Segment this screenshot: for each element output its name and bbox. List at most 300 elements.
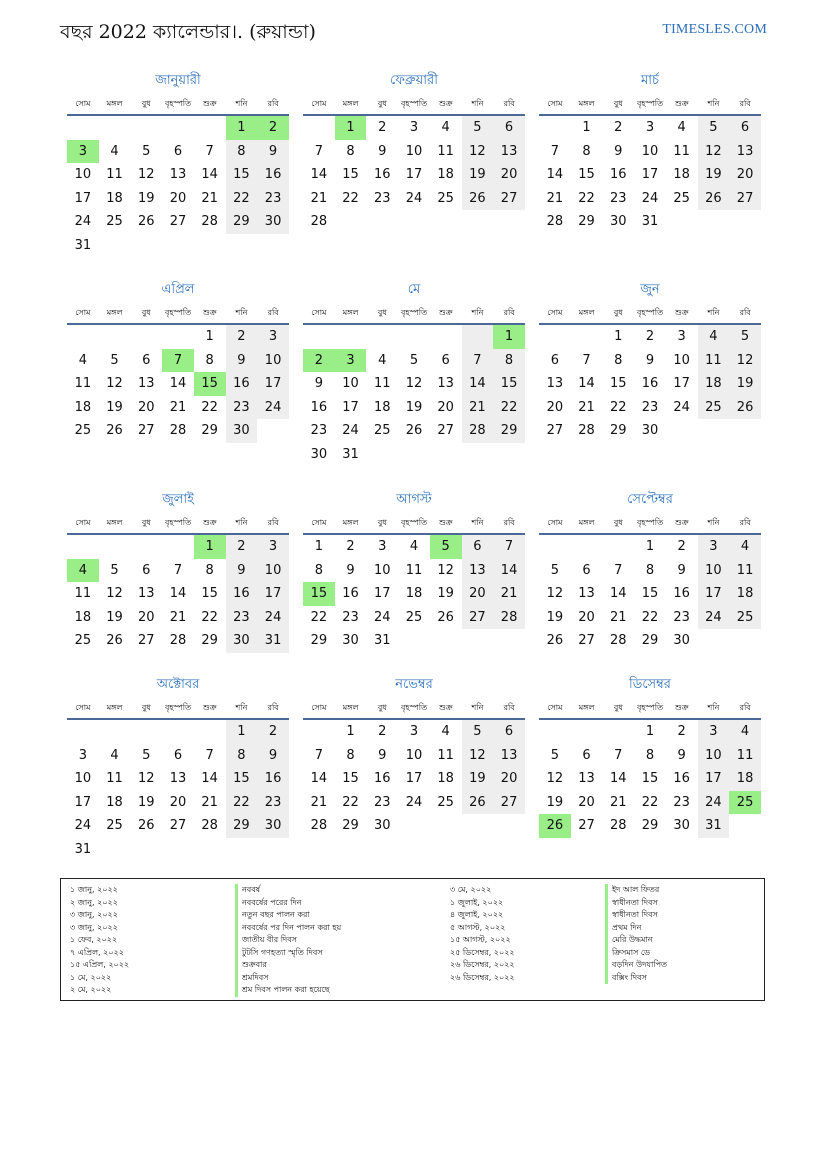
day-cell[interactable]: 16 — [373, 167, 391, 182]
day-cell[interactable]: 6 — [441, 352, 450, 368]
day-cell[interactable]: 23 — [373, 794, 391, 810]
day-cell[interactable]: 5 — [698, 116, 730, 140]
day-cell[interactable]: 31 — [342, 446, 359, 462]
day-cell[interactable]: 24 — [257, 606, 289, 630]
day-cell[interactable]: 16 — [373, 771, 391, 786]
day-cell[interactable]: 5 — [462, 720, 494, 744]
day-cell[interactable]: 29 — [310, 633, 328, 648]
day-cell[interactable]: 4 — [441, 120, 450, 135]
day-cell[interactable]: 21 — [546, 190, 564, 206]
day-cell[interactable]: 12 — [137, 771, 155, 786]
day-cell[interactable]: 25 — [729, 791, 761, 815]
day-cell[interactable]: 11 — [373, 376, 391, 391]
day-cell[interactable]: 29 — [578, 214, 595, 229]
day-cell[interactable]: 2 — [378, 724, 387, 739]
day-cell[interactable]: 8 — [346, 143, 355, 159]
day-cell[interactable]: 28 — [310, 818, 328, 833]
day-cell[interactable]: 12 — [437, 562, 454, 578]
day-cell[interactable]: 24 — [342, 423, 359, 438]
day-cell[interactable]: 9 — [677, 562, 686, 578]
day-cell[interactable]: 25 — [106, 214, 123, 229]
day-cell[interactable]: 28 — [169, 633, 187, 648]
day-cell[interactable]: 7 — [582, 352, 591, 368]
day-cell[interactable]: 27 — [493, 187, 525, 211]
day-cell[interactable]: 3 — [645, 120, 655, 135]
day-cell[interactable]: 18 — [729, 582, 761, 606]
day-cell[interactable]: 26 — [137, 818, 155, 833]
day-cell[interactable]: 10 — [405, 747, 423, 763]
day-cell[interactable]: 26 — [405, 423, 423, 438]
day-cell[interactable]: 6 — [493, 720, 525, 744]
day-cell[interactable]: 21 — [493, 582, 525, 606]
day-cell[interactable]: 8 — [614, 352, 623, 368]
day-cell[interactable]: 7 — [314, 747, 323, 763]
day-cell[interactable]: 16 — [641, 376, 659, 391]
day-cell[interactable]: 29 — [493, 419, 525, 443]
day-cell[interactable]: 25 — [106, 818, 123, 833]
day-cell[interactable]: 15 — [641, 586, 659, 601]
day-cell[interactable]: 29 — [342, 818, 359, 833]
day-cell[interactable]: 12 — [106, 376, 123, 391]
day-cell[interactable]: 4 — [441, 724, 450, 739]
day-cell[interactable]: 5 — [409, 352, 419, 368]
day-cell[interactable]: 4 — [698, 325, 730, 349]
day-cell[interactable]: 11 — [405, 562, 423, 578]
day-cell[interactable]: 2 — [226, 325, 258, 349]
day-cell[interactable]: 24 — [641, 190, 659, 206]
day-cell[interactable]: 31 — [373, 633, 391, 648]
day-cell[interactable]: 16 — [257, 767, 289, 791]
day-cell[interactable]: 5 — [550, 562, 559, 578]
day-cell[interactable]: 13 — [169, 771, 187, 786]
day-cell[interactable]: 20 — [437, 399, 454, 415]
day-cell[interactable]: 20 — [169, 190, 187, 206]
day-cell[interactable]: 9 — [226, 559, 258, 583]
day-cell[interactable]: 23 — [609, 190, 627, 206]
day-cell[interactable]: 30 — [673, 818, 690, 833]
day-cell[interactable]: 22 — [201, 609, 218, 625]
day-cell[interactable]: 31 — [74, 237, 92, 253]
day-cell[interactable]: 11 — [698, 349, 730, 373]
day-cell[interactable]: 4 — [67, 559, 99, 583]
day-cell[interactable]: 23 — [373, 190, 391, 206]
day-cell[interactable]: 10 — [257, 559, 289, 583]
day-cell[interactable]: 16 — [226, 582, 258, 606]
day-cell[interactable]: 6 — [582, 747, 591, 763]
day-cell[interactable]: 21 — [169, 399, 187, 415]
day-cell[interactable]: 17 — [342, 399, 359, 415]
day-cell[interactable]: 13 — [578, 771, 595, 786]
day-cell[interactable]: 3 — [257, 535, 289, 559]
day-cell[interactable]: 14 — [609, 586, 627, 601]
day-cell[interactable]: 23 — [226, 396, 258, 420]
day-cell[interactable]: 24 — [673, 399, 690, 415]
day-cell[interactable]: 2 — [226, 535, 258, 559]
day-cell[interactable]: 7 — [462, 349, 494, 373]
day-cell[interactable]: 29 — [609, 423, 627, 438]
day-cell[interactable]: 19 — [437, 586, 454, 601]
day-cell[interactable]: 12 — [137, 167, 155, 182]
day-cell[interactable]: 24 — [698, 791, 730, 815]
day-cell[interactable]: 27 — [169, 214, 187, 229]
day-cell[interactable]: 22 — [609, 399, 627, 415]
day-cell[interactable]: 25 — [673, 190, 690, 206]
day-cell[interactable]: 25 — [437, 794, 454, 810]
day-cell[interactable]: 26 — [137, 214, 155, 229]
day-cell[interactable]: 13 — [729, 140, 761, 164]
day-cell[interactable]: 2 — [645, 329, 655, 344]
day-cell[interactable]: 26 — [106, 633, 123, 648]
day-cell[interactable]: 1 — [645, 724, 655, 739]
day-cell[interactable]: 14 — [310, 771, 328, 786]
day-cell[interactable]: 19 — [546, 794, 564, 810]
day-cell[interactable]: 29 — [226, 814, 258, 838]
day-cell[interactable]: 28 — [546, 214, 564, 229]
day-cell[interactable]: 11 — [437, 143, 454, 159]
day-cell[interactable]: 27 — [137, 633, 155, 648]
day-cell[interactable]: 16 — [342, 586, 359, 601]
day-cell[interactable]: 16 — [673, 771, 690, 786]
day-cell[interactable]: 10 — [74, 167, 92, 182]
day-cell[interactable]: 20 — [462, 582, 494, 606]
day-cell[interactable]: 6 — [142, 352, 151, 368]
day-cell[interactable]: 15 — [226, 163, 258, 187]
day-cell[interactable]: 4 — [729, 720, 761, 744]
day-cell[interactable]: 8 — [205, 352, 214, 368]
day-cell[interactable]: 5 — [142, 143, 151, 159]
day-cell[interactable]: 24 — [74, 818, 92, 833]
day-cell[interactable]: 10 — [342, 376, 359, 391]
day-cell[interactable]: 29 — [641, 633, 659, 648]
day-cell[interactable]: 10 — [698, 744, 730, 768]
day-cell[interactable]: 13 — [578, 586, 595, 601]
day-cell[interactable]: 6 — [462, 535, 494, 559]
day-cell[interactable]: 26 — [539, 814, 571, 838]
day-cell[interactable]: 20 — [169, 794, 187, 810]
day-cell[interactable]: 14 — [310, 167, 328, 182]
day-cell[interactable]: 14 — [493, 559, 525, 583]
day-cell[interactable]: 17 — [698, 767, 730, 791]
day-cell[interactable]: 22 — [201, 399, 218, 415]
day-cell[interactable]: 24 — [373, 609, 391, 625]
day-cell[interactable]: 2 — [614, 120, 623, 135]
day-cell[interactable]: 2 — [677, 539, 686, 554]
day-cell[interactable]: 30 — [257, 814, 289, 838]
day-cell[interactable]: 22 — [342, 794, 359, 810]
day-cell[interactable]: 2 — [257, 720, 289, 744]
day-cell[interactable]: 20 — [493, 767, 525, 791]
day-cell[interactable]: 11 — [729, 744, 761, 768]
day-cell[interactable]: 25 — [729, 606, 761, 630]
day-cell[interactable]: 22 — [226, 791, 258, 815]
day-cell[interactable]: 14 — [546, 167, 564, 182]
day-cell[interactable]: 11 — [106, 771, 123, 786]
day-cell[interactable]: 26 — [462, 187, 494, 211]
day-cell[interactable]: 13 — [462, 559, 494, 583]
day-cell[interactable]: 31 — [74, 841, 92, 857]
day-cell[interactable]: 17 — [405, 167, 423, 182]
day-cell[interactable]: 4 — [110, 143, 119, 159]
day-cell[interactable]: 22 — [342, 190, 359, 206]
day-cell[interactable]: 17 — [257, 582, 289, 606]
day-cell[interactable]: 27 — [462, 606, 494, 630]
day-cell[interactable]: 23 — [641, 399, 659, 415]
day-cell[interactable]: 8 — [346, 747, 355, 763]
day-cell[interactable]: 17 — [698, 582, 730, 606]
day-cell[interactable]: 17 — [641, 167, 659, 182]
day-cell[interactable]: 22 — [310, 609, 328, 625]
day-cell[interactable]: 28 — [609, 818, 627, 833]
day-cell[interactable]: 12 — [546, 586, 564, 601]
day-cell[interactable]: 15 — [493, 372, 525, 396]
day-cell[interactable]: 30 — [342, 633, 359, 648]
day-cell[interactable]: 9 — [645, 352, 655, 368]
day-cell[interactable]: 20 — [137, 609, 155, 625]
day-cell[interactable]: 10 — [405, 143, 423, 159]
day-cell[interactable]: 18 — [729, 767, 761, 791]
day-cell[interactable]: 7 — [162, 349, 194, 373]
day-cell[interactable]: 10 — [698, 559, 730, 583]
day-cell[interactable]: 27 — [137, 423, 155, 438]
day-cell[interactable]: 18 — [405, 586, 423, 601]
day-cell[interactable]: 31 — [257, 629, 289, 653]
day-cell[interactable]: 29 — [201, 423, 218, 438]
day-cell[interactable]: 28 — [310, 214, 328, 229]
day-cell[interactable]: 27 — [437, 423, 454, 438]
day-cell[interactable]: 26 — [546, 633, 564, 648]
day-cell[interactable]: 30 — [373, 818, 391, 833]
day-cell[interactable]: 12 — [405, 376, 423, 391]
day-cell[interactable]: 13 — [493, 744, 525, 768]
day-cell[interactable]: 23 — [310, 423, 328, 438]
day-cell[interactable]: 2 — [303, 349, 335, 373]
day-cell[interactable]: 19 — [405, 399, 423, 415]
day-cell[interactable]: 3 — [67, 140, 99, 164]
day-cell[interactable]: 15 — [201, 586, 218, 601]
day-cell[interactable]: 11 — [437, 747, 454, 763]
day-cell[interactable]: 7 — [173, 562, 183, 578]
day-cell[interactable]: 17 — [405, 771, 423, 786]
day-cell[interactable]: 25 — [373, 423, 391, 438]
day-cell[interactable]: 5 — [110, 562, 119, 578]
day-cell[interactable]: 16 — [310, 399, 328, 415]
day-cell[interactable]: 10 — [673, 352, 690, 368]
day-cell[interactable]: 6 — [550, 352, 559, 368]
day-cell[interactable]: 1 — [582, 120, 591, 135]
day-cell[interactable]: 18 — [437, 167, 454, 182]
day-cell[interactable]: 15 — [641, 771, 659, 786]
day-cell[interactable]: 18 — [437, 771, 454, 786]
day-cell[interactable]: 5 — [462, 116, 494, 140]
day-cell[interactable]: 3 — [335, 349, 367, 373]
day-cell[interactable]: 21 — [578, 399, 595, 415]
day-cell[interactable]: 2 — [346, 539, 355, 554]
day-cell[interactable]: 24 — [74, 214, 92, 229]
day-cell[interactable]: 21 — [462, 396, 494, 420]
day-cell[interactable]: 20 — [137, 399, 155, 415]
day-cell[interactable]: 16 — [226, 372, 258, 396]
day-cell[interactable]: 27 — [169, 818, 187, 833]
day-cell[interactable]: 8 — [493, 349, 525, 373]
day-cell[interactable]: 28 — [462, 419, 494, 443]
day-cell[interactable]: 28 — [201, 214, 218, 229]
day-cell[interactable]: 16 — [673, 586, 690, 601]
day-cell[interactable]: 10 — [74, 771, 92, 786]
day-cell[interactable]: 4 — [729, 535, 761, 559]
day-cell[interactable]: 20 — [578, 609, 595, 625]
day-cell[interactable]: 7 — [205, 143, 214, 159]
day-cell[interactable]: 25 — [74, 423, 92, 438]
day-cell[interactable]: 24 — [405, 794, 423, 810]
day-cell[interactable]: 20 — [729, 163, 761, 187]
day-cell[interactable]: 13 — [493, 140, 525, 164]
day-cell[interactable]: 20 — [546, 399, 564, 415]
day-cell[interactable]: 30 — [226, 629, 258, 653]
day-cell[interactable]: 3 — [409, 120, 419, 135]
day-cell[interactable]: 19 — [462, 163, 494, 187]
day-cell[interactable]: 22 — [641, 609, 659, 625]
day-cell[interactable]: 23 — [342, 609, 359, 625]
day-cell[interactable]: 29 — [226, 210, 258, 234]
day-cell[interactable]: 16 — [257, 163, 289, 187]
day-cell[interactable]: 3 — [378, 539, 387, 554]
day-cell[interactable]: 10 — [257, 349, 289, 373]
day-cell[interactable]: 18 — [106, 190, 123, 206]
day-cell[interactable]: 20 — [578, 794, 595, 810]
day-cell[interactable]: 5 — [430, 535, 462, 559]
day-cell[interactable]: 4 — [78, 352, 87, 368]
day-cell[interactable]: 24 — [405, 190, 423, 206]
day-cell[interactable]: 19 — [698, 163, 730, 187]
day-cell[interactable]: 13 — [546, 376, 564, 391]
day-cell[interactable]: 21 — [169, 609, 187, 625]
day-cell[interactable]: 11 — [729, 559, 761, 583]
day-cell[interactable]: 19 — [106, 399, 123, 415]
day-cell[interactable]: 14 — [462, 372, 494, 396]
day-cell[interactable]: 8 — [314, 562, 323, 578]
day-cell[interactable]: 11 — [74, 586, 92, 601]
day-cell[interactable]: 8 — [645, 562, 655, 578]
day-cell[interactable]: 28 — [201, 818, 218, 833]
day-cell[interactable]: 17 — [257, 372, 289, 396]
day-cell[interactable]: 6 — [493, 116, 525, 140]
day-cell[interactable]: 6 — [173, 747, 183, 763]
day-cell[interactable]: 22 — [641, 794, 659, 810]
day-cell[interactable]: 23 — [673, 794, 690, 810]
day-cell[interactable]: 8 — [226, 140, 258, 164]
day-cell[interactable]: 3 — [257, 325, 289, 349]
day-cell[interactable]: 27 — [493, 791, 525, 815]
day-cell[interactable]: 30 — [257, 210, 289, 234]
day-cell[interactable]: 23 — [257, 791, 289, 815]
day-cell[interactable]: 12 — [462, 140, 494, 164]
day-cell[interactable]: 26 — [462, 791, 494, 815]
day-cell[interactable]: 7 — [550, 143, 559, 159]
day-cell[interactable]: 3 — [698, 535, 730, 559]
day-cell[interactable]: 27 — [729, 187, 761, 211]
day-cell[interactable]: 23 — [257, 187, 289, 211]
day-cell[interactable]: 25 — [698, 396, 730, 420]
day-cell[interactable]: 12 — [546, 771, 564, 786]
day-cell[interactable]: 29 — [641, 818, 659, 833]
day-cell[interactable]: 1 — [335, 116, 367, 140]
day-cell[interactable]: 19 — [546, 609, 564, 625]
day-cell[interactable]: 27 — [578, 818, 595, 833]
day-cell[interactable]: 14 — [169, 376, 187, 391]
day-cell[interactable]: 21 — [310, 794, 328, 810]
day-cell[interactable]: 19 — [137, 794, 155, 810]
day-cell[interactable]: 19 — [729, 372, 761, 396]
day-cell[interactable]: 8 — [645, 747, 655, 763]
day-cell[interactable]: 4 — [378, 352, 387, 368]
day-cell[interactable]: 21 — [310, 190, 328, 206]
day-cell[interactable]: 9 — [226, 349, 258, 373]
day-cell[interactable]: 6 — [729, 116, 761, 140]
day-cell[interactable]: 29 — [201, 633, 218, 648]
day-cell[interactable]: 20 — [493, 163, 525, 187]
day-cell[interactable]: 21 — [201, 794, 218, 810]
day-cell[interactable]: 9 — [614, 143, 623, 159]
day-cell[interactable]: 5 — [110, 352, 119, 368]
day-cell[interactable]: 21 — [609, 794, 627, 810]
day-cell[interactable]: 8 — [205, 562, 214, 578]
day-cell[interactable]: 13 — [137, 376, 155, 391]
day-cell[interactable]: 18 — [373, 399, 391, 415]
day-cell[interactable]: 22 — [226, 187, 258, 211]
day-cell[interactable]: 26 — [106, 423, 123, 438]
day-cell[interactable]: 27 — [578, 633, 595, 648]
day-cell[interactable]: 18 — [106, 794, 123, 810]
day-cell[interactable]: 26 — [729, 396, 761, 420]
day-cell[interactable]: 15 — [226, 767, 258, 791]
day-cell[interactable]: 13 — [169, 167, 187, 182]
day-cell[interactable]: 7 — [314, 143, 323, 159]
day-cell[interactable]: 31 — [641, 214, 659, 229]
day-cell[interactable]: 5 — [550, 747, 559, 763]
day-cell[interactable]: 27 — [546, 423, 564, 438]
day-cell[interactable]: 16 — [609, 167, 627, 182]
day-cell[interactable]: 11 — [673, 143, 690, 159]
day-cell[interactable]: 26 — [698, 187, 730, 211]
day-cell[interactable]: 1 — [194, 535, 226, 559]
day-cell[interactable]: 24 — [257, 396, 289, 420]
day-cell[interactable]: 18 — [74, 609, 92, 625]
day-cell[interactable]: 4 — [110, 747, 119, 763]
day-cell[interactable]: 15 — [342, 771, 359, 786]
day-cell[interactable]: 11 — [74, 376, 92, 391]
day-cell[interactable]: 1 — [493, 325, 525, 349]
day-cell[interactable]: 10 — [641, 143, 659, 159]
day-cell[interactable]: 15 — [194, 372, 226, 396]
day-cell[interactable]: 21 — [201, 190, 218, 206]
day-cell[interactable]: 9 — [346, 562, 355, 578]
day-cell[interactable]: 14 — [609, 771, 627, 786]
day-cell[interactable]: 8 — [226, 744, 258, 768]
day-cell[interactable]: 4 — [677, 120, 686, 135]
day-cell[interactable]: 11 — [106, 167, 123, 182]
day-cell[interactable]: 6 — [142, 562, 151, 578]
day-cell[interactable]: 28 — [609, 633, 627, 648]
day-cell[interactable]: 28 — [578, 423, 595, 438]
day-cell[interactable]: 23 — [673, 609, 690, 625]
day-cell[interactable]: 13 — [437, 376, 454, 391]
day-cell[interactable]: 1 — [205, 329, 214, 344]
day-cell[interactable]: 1 — [645, 539, 655, 554]
day-cell[interactable]: 2 — [257, 116, 289, 140]
day-cell[interactable]: 17 — [673, 376, 690, 391]
day-cell[interactable]: 2 — [677, 724, 686, 739]
day-cell[interactable]: 30 — [609, 214, 627, 229]
